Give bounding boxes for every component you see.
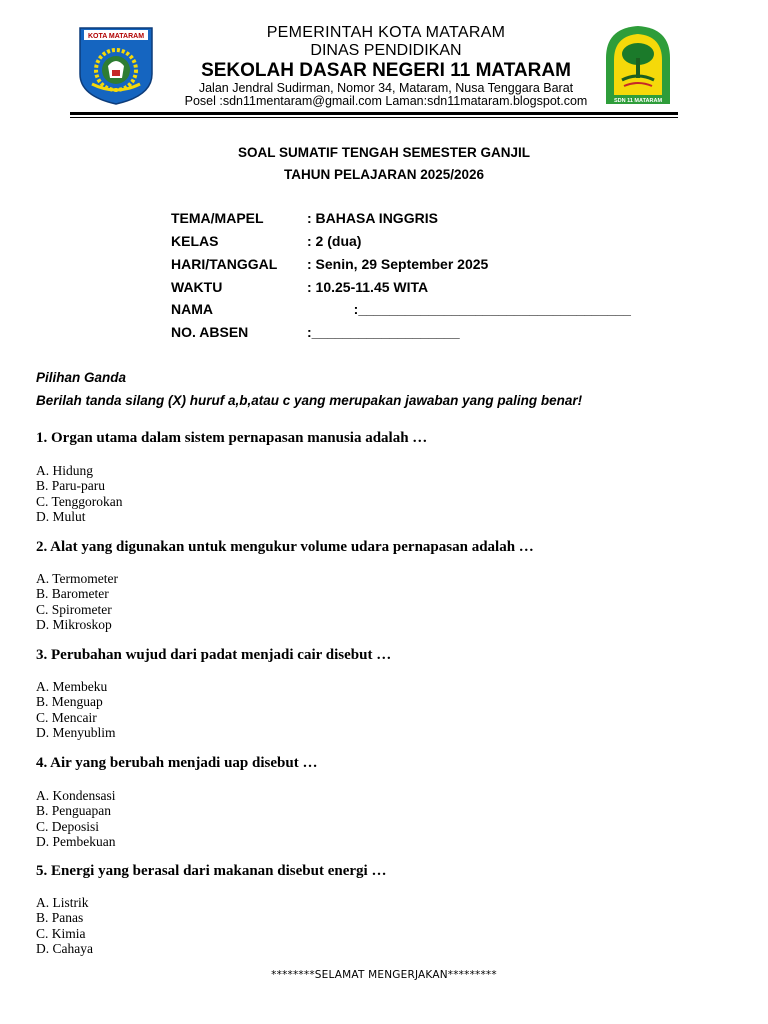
option: B. Paru-paru	[36, 478, 105, 494]
section-title: Pilihan Ganda	[36, 370, 127, 385]
options-5	[36, 895, 93, 956]
sdn11-logo-text: SDN 11 MATARAM	[613, 98, 663, 104]
header-rule-thick	[70, 112, 678, 115]
option: D. Cahaya	[36, 940, 93, 956]
header-government: PEMERINTAH KOTA MATARAM	[266, 24, 506, 41]
question-3: 3. Perubahan wujud dari padat menjadi cair disebut …	[36, 647, 392, 663]
option: B. Barometer	[36, 586, 109, 602]
section-instruction: Berilah tanda silang (X) huruf a,b,atau c yang merupakan jawaban yang paling benar!	[36, 393, 583, 408]
header-rule-thin	[70, 117, 678, 118]
option: B. Menguap	[36, 694, 103, 710]
option: C. Deposisi	[36, 818, 100, 834]
option: D. Menyublim	[36, 724, 116, 740]
question-4: 4. Air yang berubah menjadi uap disebut …	[36, 755, 318, 771]
header-department: DINAS PENDIDIKAN	[310, 42, 462, 59]
info-label: NAMA	[171, 301, 213, 317]
option: A. Termometer	[36, 571, 119, 586]
name-blank: :___________________________________	[307, 301, 631, 317]
options-1	[36, 463, 123, 524]
absen-blank: :___________________	[307, 324, 460, 340]
info-label: WAKTU	[171, 279, 223, 295]
exam-year: TAHUN PELAJARAN 2025/2026	[283, 167, 485, 182]
option: C. Spirometer	[36, 601, 112, 617]
header-contact: Posel :sdn11mentaram@gmail.com Laman:sdn11mataram.blogspot.com	[184, 94, 588, 108]
info-value: : BAHASA INGGRIS	[307, 210, 438, 226]
option: A. Listrik	[36, 895, 89, 910]
question-1: 1. Organ utama dalam sistem pernapasan manusia adalah …	[36, 430, 428, 446]
option: D. Mulut	[36, 508, 86, 524]
option: D. Mikroskop	[36, 616, 112, 632]
info-label: HARI/TANGGAL	[171, 256, 278, 272]
options-2	[36, 571, 118, 632]
option: B. Panas	[36, 910, 84, 926]
option: C. Kimia	[36, 925, 86, 941]
info-value: : 10.25-11.45 WITA	[307, 279, 429, 295]
info-label: TEMA/MAPEL	[171, 210, 264, 226]
question-2: 2. Alat yang digunakan untuk mengukur volume udara pernapasan adalah …	[36, 539, 534, 555]
header-address: Jalan Jendral Sudirman, Nomor 34, Mataram, Nusa Tenggara Barat	[198, 81, 574, 95]
exam-title: SOAL SUMATIF TENGAH SEMESTER GANJIL	[237, 145, 531, 160]
option: B. Penguapan	[36, 803, 111, 819]
options-3	[36, 679, 116, 740]
kota-mataram-logo-text: KOTA MATARAM	[87, 33, 145, 40]
info-label: KELAS	[171, 233, 219, 249]
header-school-name: SEKOLAH DASAR NEGERI 11 MATARAM	[201, 60, 571, 81]
kota-mataram-logo	[78, 26, 154, 106]
option: A. Hidung	[36, 463, 93, 478]
question-5: 5. Energi yang berasal dari makanan disebut energi …	[36, 863, 387, 879]
info-value: : Senin, 29 September 2025	[307, 256, 489, 272]
footer-greeting: ********SELAMAT MENGERJAKAN*********	[271, 969, 497, 981]
option: C. Mencair	[36, 709, 97, 725]
sdn11-logo	[598, 24, 678, 106]
option: C. Tenggorokan	[36, 493, 123, 509]
info-label: NO. ABSEN	[171, 324, 249, 340]
info-value: : 2 (dua)	[307, 233, 362, 249]
option: A. Kondensasi	[36, 788, 116, 803]
option: A. Membeku	[36, 679, 108, 694]
option: D. Pembekuan	[36, 833, 116, 849]
options-4	[36, 788, 116, 849]
